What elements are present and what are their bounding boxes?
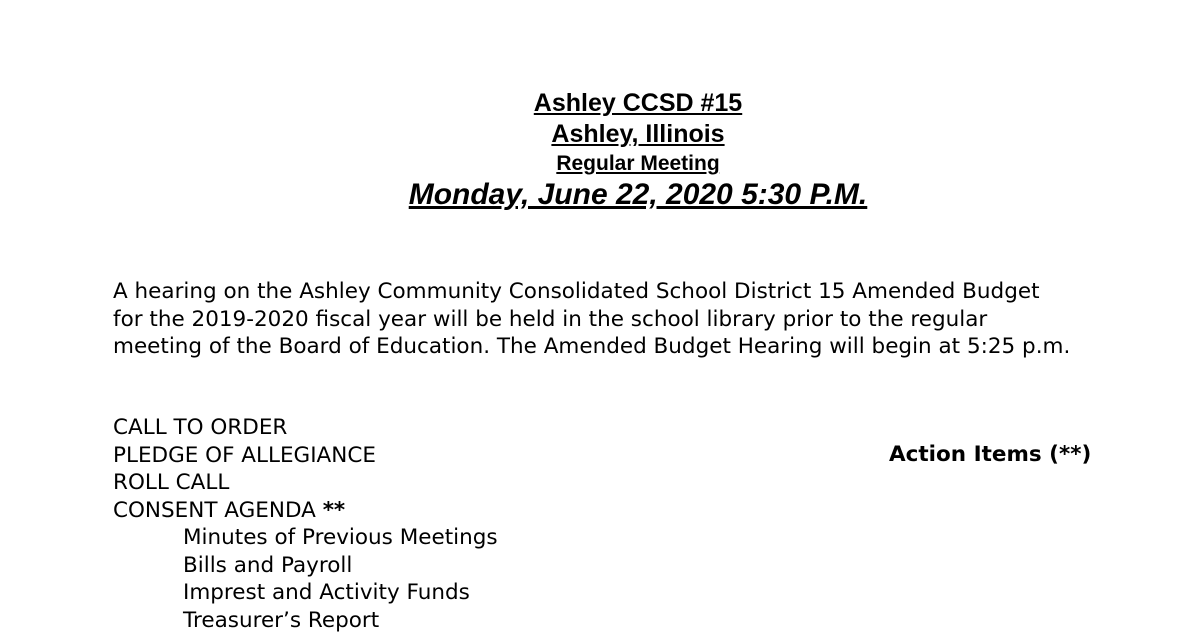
action-items-legend: Action Items (**) (889, 441, 1091, 469)
notice-line: for the 2019-2020 fiscal year will be held in the school library prior to the regular (113, 306, 1193, 334)
budget-hearing-notice (113, 278, 1193, 361)
consent-agenda-label: CONSENT AGENDA (113, 498, 316, 523)
consent-item: Minutes of Previous Meetings (113, 524, 498, 552)
action-marker: ** (323, 498, 346, 523)
consent-item: Bills and Payroll (113, 552, 498, 580)
district-title: Ashley CCSD #15 (0, 89, 1200, 118)
consent-item: Imprest and Activity Funds (113, 579, 498, 607)
consent-item: Treasurer’s Report (113, 607, 498, 634)
meeting-date-time: Monday, June 22, 2020 5:30 P.M. (0, 178, 1200, 212)
agenda-item-roll-call: ROLL CALL (113, 469, 498, 497)
agenda-item-pledge: PLEDGE OF ALLEGIANCE (113, 442, 498, 470)
notice-line: meeting of the Board of Education. The Amended Budget Hearing will begin at 5:25 p.m. (113, 333, 1193, 361)
notice-line: A hearing on the Ashley Community Consolidated School District 15 Amended Budget (113, 278, 1193, 306)
agenda-item-call-to-order: CALL TO ORDER (113, 414, 498, 442)
agenda-item-consent-agenda (113, 497, 498, 525)
city-title: Ashley, Illinois (0, 120, 1200, 149)
agenda-list (113, 414, 498, 634)
meeting-type: Regular Meeting (0, 152, 1200, 176)
